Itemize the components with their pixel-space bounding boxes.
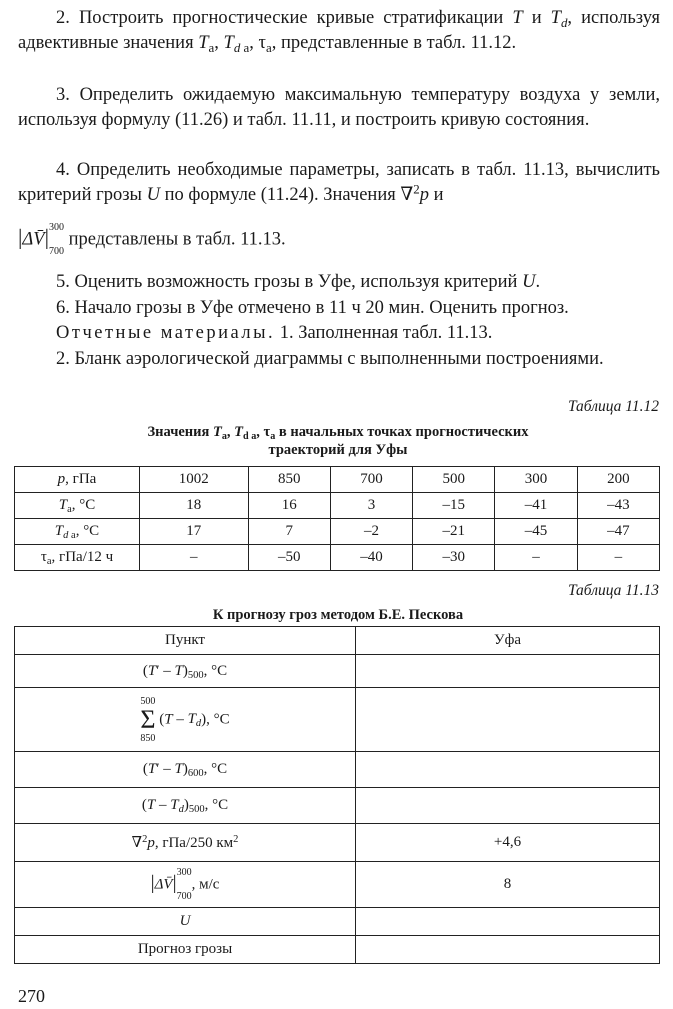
step-4-end: представлены в табл. 11.13. [68,229,286,250]
table-12-title-suffix: в начальных точках прогностических [278,424,529,440]
step-2-rest: представленные в табл. 11.12. [280,33,517,53]
cell: –15 [413,493,495,519]
cell: 18 [140,493,249,519]
cell [356,908,660,936]
step-2-text: 2. Построить прогностические кривые стратификации [56,8,504,28]
table-12-title-line2: траекторий для Уфы [268,442,408,458]
table-12 [14,466,660,571]
cell: 300 [495,467,577,493]
cell [356,788,660,824]
cell: 16 [248,493,330,519]
cell: 7 [248,519,330,545]
cell: 17 [140,519,249,545]
table-12-label: Таблица 11.12 [567,398,659,415]
cell: +4,6 [356,824,660,862]
table-13-label: Таблица 11.13 [567,582,659,599]
row-label: p, гПа [15,467,140,493]
cell: 500 [413,467,495,493]
cell: – [577,545,659,571]
column-header-point: Пункт [15,627,356,655]
cell: 700 [330,467,412,493]
cell: –50 [248,545,330,571]
row-label: $T_{d а}$, °C [15,519,140,545]
cell: 3 [330,493,412,519]
row-label: $(T - T_d)_{500}$, °C [15,788,356,824]
table-row [15,908,660,936]
row-label: |ΔV̄|300 700, м/с [15,862,356,908]
step-4-text: 4. Определить необходимые параметры, записать в табл. 11.13, вычислить критерий грозы [18,160,660,205]
table-row [15,519,660,545]
paragraph-report-2: 2. Бланк аэрологической диаграммы с выполненными построениями. [56,349,604,369]
table-13 [14,626,660,964]
cell: –40 [330,545,412,571]
table-row [15,493,660,519]
step-5-text: 5. Оценить возможность грозы в Уфе, используя критерий [56,272,518,292]
cell [356,752,660,788]
table-13-title: К прогнозу гроз методом Б.Е. Пескова [212,607,464,623]
cell: –2 [330,519,412,545]
table-row [15,655,660,688]
table-row [15,467,660,493]
paragraph-step-3: 3. Определить ожидаемую максимальную температуру воздуха у земли, используя формулу (11.26) и табл. 11.11, и построить кривую состояния. [18,85,660,130]
page-number: 270 [18,986,45,1006]
cell: –43 [577,493,659,519]
row-label: ∇$^2$p, гПа/250 $км^2$ [15,824,356,862]
paragraph-report [18,321,660,346]
paragraph-step-2: 2. Построить прогностические кривые стратификации T и $T_d$, используя адвективные значения $T_а$, $T_{d а}$, $\tau_а$, представленные в табл. 11.12. [18,8,661,55]
step-4-mid: по формуле (11.24). Значения [164,185,396,205]
row-label: $(T' - T)_{600}$, °C [15,752,356,788]
row-label: $(T' - T)_{500}$, °C [15,655,356,688]
paragraph-step-6: 6. Начало грозы в Уфе отмечено в 11 ч 20 мин. Оценить прогноз. [56,298,569,318]
cell: 850 [248,467,330,493]
row-label: U [15,908,356,936]
cell: –41 [495,493,577,519]
column-header-ufa: Уфа [356,627,660,655]
cell: 1002 [140,467,249,493]
cell: 8 [356,862,660,908]
row-label: $T_а$, °C [15,493,140,519]
cell: –47 [577,519,659,545]
paragraph-step-4: 4. Определить необходимые параметры, записать в табл. 11.13, вычислить критерий грозы U по формуле (11.24). Значения ∇$^2$p и [18,160,660,205]
cell [356,936,660,964]
table-row [15,936,660,964]
cell: –30 [413,545,495,571]
step-2-tail: используя адвективные значения [18,8,661,53]
table-12-title: Значения $T_а$, $T_{d а}$, $\tau_а$ в начальных точках прогностических траекторий для Уфы [147,424,529,458]
cell: –21 [413,519,495,545]
cell: –45 [495,519,577,545]
paragraph-step-5: 5. Оценить возможность грозы в Уфе, используя критерий U. [56,272,541,292]
cell: 200 [577,467,659,493]
table-row [15,688,660,752]
row-label: 500 Σ 850 $(T - T_d)$, °C [15,688,356,752]
table-row [15,788,660,824]
cell: – [495,545,577,571]
step-4-vector-line: |ΔV̄|300 700 представлены в табл. 11.13. [18,222,286,257]
table-row [15,752,660,788]
report-item-1: 1. Заполненная табл. 11.13. [279,323,493,343]
row-label: Прогноз грозы [15,936,356,964]
cell [356,688,660,752]
table-row [15,824,660,862]
table-12-title-prefix: Значения [147,424,210,440]
table-row [15,862,660,908]
table-header-row [15,627,660,655]
table-row [15,545,660,571]
cell: – [140,545,249,571]
cell [356,655,660,688]
row-label: $\tau_а$, гПа/12 ч [15,545,140,571]
report-heading: Отчетные материалы. [56,323,276,343]
